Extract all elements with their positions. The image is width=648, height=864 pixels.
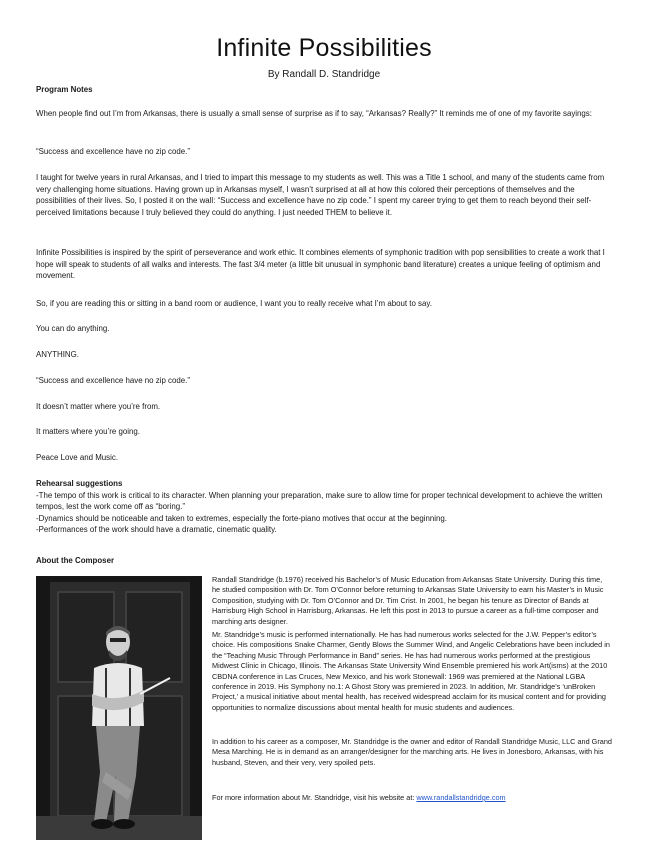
rehearsal-line: -Performances of the work should have a dramatic, cinematic quality. xyxy=(36,525,277,534)
about-heading: About the Composer xyxy=(36,556,115,565)
bio-paragraph-2: Mr. Standridge’s music is performed internationally. He has had numerous works selected for the J.W. Pepper’s editor’s choice. His compositions Snake Charmer, Gently Blows the Summer Wind, and Angelic Celebrations have been included in the “Teaching Music Through Performance in Band” series. He has had numerous works performed at the prestigious Midwest Clinic in Chicago, Illinois. The Arkansas State University Wind Ensemble premiered his work Art(isms) at the 2010 CBDNA conference in Las Cruces, New Mexico, and his work Stonewall: 1969 was premiered at the National LGBA conference in 2019. His Symphony no.1: A Ghost Story was premiered in 2023. In addition, Mr. Standridge’s ‘unBroken Project,’ a musical initiative about mental health, has received widespread acclaim for its musical content and for providing opportunities to normalize discussions about mental health for music students and audiences. xyxy=(212,630,610,712)
program-notes-title: Program Notes xyxy=(36,85,93,94)
about-heading-wrap xyxy=(36,555,608,567)
program-notes-p3: I taught for twelve years in rural Arkansas, and I tried to impart this message to my students as well. This was a Title 1 school, and many of the students came from very challenging home situations. Having grown up in Arkansas myself, I wasn’t surprised at all at how this colored their perceptions of themselves and the possibilities of their lives. So, I posted it on the wall: “Success and excellence have no zip code.” I spent my career trying to get them to reach beyond their self-perceived limitations because I truly believed they could do anything. I just needed THEM to believe it. xyxy=(36,173,605,217)
composer-photo xyxy=(36,576,202,840)
rehearsal-line: -The tempo of this work is critical to its character. When planning your preparation, make sure to allow time for proper technical development to achieve the written tempos, lest the work come off as “boring.” xyxy=(36,490,603,511)
program-notes-p4: Infinite Possibilities is inspired by the spirit of perseverance and work ethic. It combines elements of symphonic tradition with pop sensibilities to create a work that I hope will speak to students of all walks and interests. The fast 3/4 meter (a little bit unusual in symphonic band literature) creates a unique feeling of optimism and movement. xyxy=(36,248,605,280)
program-notes-p7: ANYTHING. xyxy=(36,350,79,359)
bio-paragraph-1: Randall Standridge (b.1976) received his Bachelor’s of Music Education from Arkansas State University. During this time, he studied composition with Dr. Tom O’Connor before returning to Arkansas State University to earn his Master’s in Music Composition, studying with Dr. Tom O’Connor and Dr. Tim Crist. In 2001, he began his tenure as Director of Bands at Harrisburg High School in Harrisburg, Arkansas. He left this post in 2013 to pursue a career as a full-time composer and marching arts designer. xyxy=(212,575,604,626)
rehearsal-line: -Dynamics should be noticeable and taken to extremes, especially the forte-piano motives that occur at the beginning. xyxy=(36,513,447,523)
program-notes-p5: So, if you are reading this or sitting in a band room or audience, I want you to really receive what I’m about to say. xyxy=(36,299,432,308)
bio-paragraph-3: In addition to his career as a composer, Mr. Standridge is the owner and editor of Randall Standridge Music, LLC and Grand Mesa Marching. He is in demand as an arranger/designer for the marching arts. He lives in Jonesboro, Arkansas, with his husband, Steven, and their very, very spoiled pets. xyxy=(212,737,612,767)
program-notes-p8: “Success and excellence have no zip code.” xyxy=(36,376,190,385)
program-notes-p1: When people find out I’m from Arkansas, there is usually a small sense of surprise as if to say, “Arkansas? Really?” It reminds me of one of my favorite sayings: xyxy=(36,109,592,118)
program-notes-p11: Peace Love and Music. xyxy=(36,453,119,462)
website-line xyxy=(212,793,612,803)
program-notes-p9: It doesn’t matter where you’re from. xyxy=(36,402,161,411)
program-notes-p2: “Success and excellence have no zip code.” xyxy=(36,147,190,156)
website-prefix: For more information about Mr. Standridge, visit his website at: xyxy=(212,793,417,802)
rehearsal-heading: Rehearsal suggestions xyxy=(36,479,123,488)
document-title: Infinite Possibilities xyxy=(216,34,432,62)
byline: By Randall D. Standridge xyxy=(267,69,381,80)
rehearsal-section xyxy=(36,478,608,536)
website-link[interactable]: www.randallstandridge.com xyxy=(416,793,506,802)
program-notes-p6: You can do anything. xyxy=(36,324,110,333)
program-notes-heading xyxy=(36,84,608,96)
program-notes-p10: It matters where you’re going. xyxy=(36,427,140,436)
